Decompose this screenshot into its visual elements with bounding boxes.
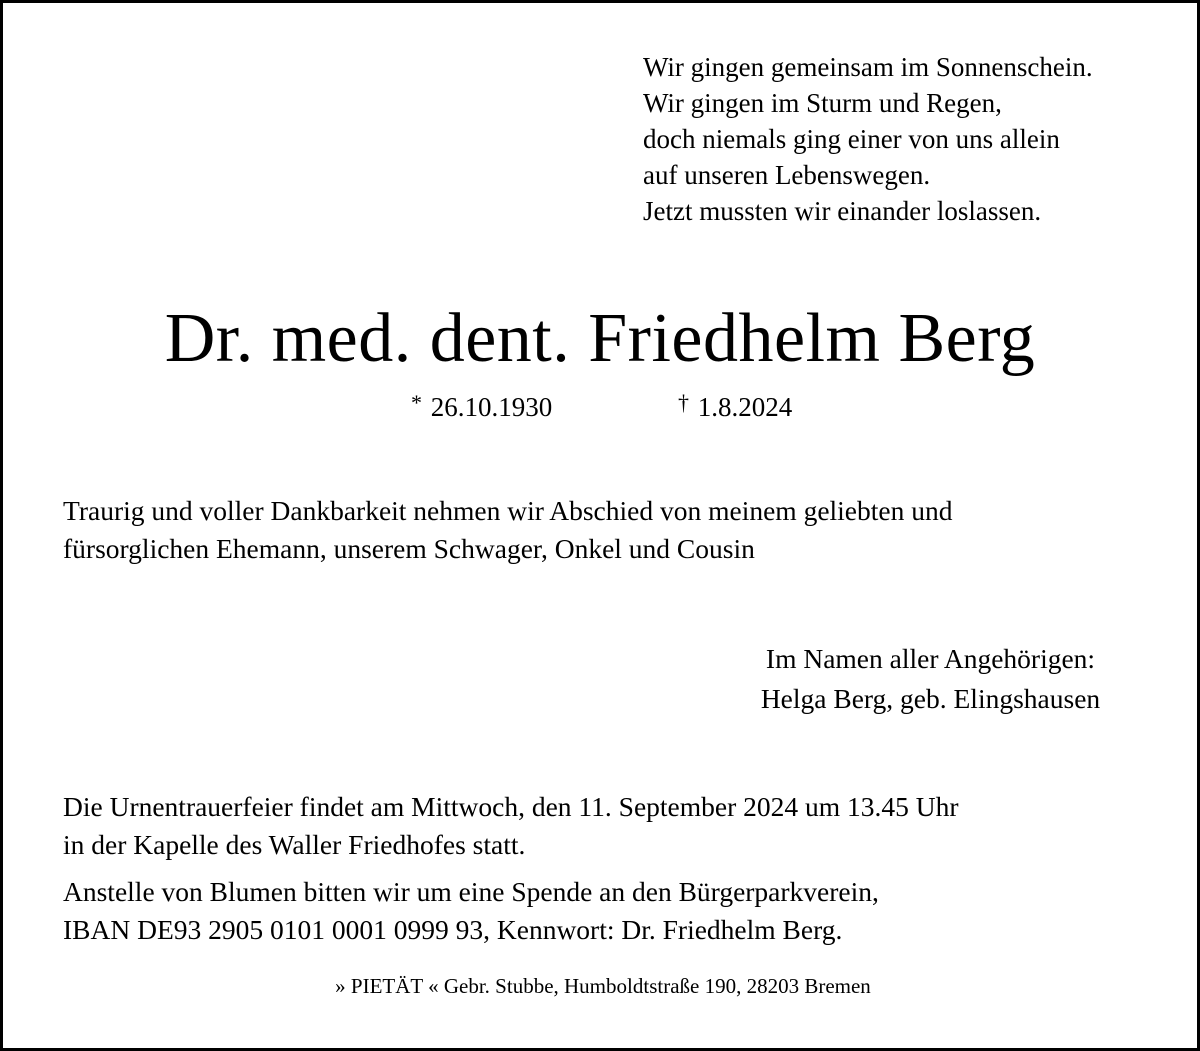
deceased-name: Dr. med. dent. Friedhelm Berg <box>164 300 1036 377</box>
death-date-line <box>678 383 792 427</box>
poem-line: Wir gingen gemeinsam im Sonnenschein. <box>643 52 1093 82</box>
death-symbol: † <box>678 390 689 415</box>
ceremony-line: in der Kapelle des Waller Friedhofes statt. <box>63 829 526 860</box>
death-date: 1.8.2024 <box>697 392 793 422</box>
birth-symbol: * <box>411 390 422 415</box>
announcement-text <box>63 492 1163 568</box>
donation-text <box>63 873 1163 949</box>
poem-line: auf unseren Lebenswegen. <box>643 160 931 190</box>
ceremony-line: Die Urnentrauerfeier findet am Mittwoch, den 11. September 2024 um 13.45 Uhr <box>63 791 959 822</box>
poem-line: doch niemals ging einer von uns allein <box>643 124 1060 154</box>
announcement-line: fürsorglichen Ehemann, unserem Schwager, Onkel und Cousin <box>63 533 755 564</box>
signer-name: Helga Berg, geb. Elingshausen <box>760 683 1101 714</box>
poem-line: Jetzt mussten wir einander loslassen. <box>643 196 1042 226</box>
funeral-home-footer: » PIETÄT « Gebr. Stubbe, Humboldtstraße 190, 28203 Bremen <box>335 974 871 998</box>
birth-date-line <box>411 383 552 427</box>
donation-line: Anstelle von Blumen bitten wir um eine Spende an den Bürgerparkverein, <box>63 876 879 907</box>
poem <box>643 49 1183 229</box>
poem-line: Wir gingen im Sturm und Regen, <box>643 88 1002 118</box>
birth-date: 26.10.1930 <box>430 392 553 422</box>
ceremony-text <box>63 788 1163 864</box>
signers <box>703 639 1158 719</box>
announcement-line: Traurig und voller Dankbarkeit nehmen wir Abschied von meinem geliebten und <box>63 495 953 526</box>
donation-line: IBAN DE93 2905 0101 0001 0999 93, Kennwort: Dr. Friedhelm Berg. <box>63 914 843 945</box>
signers-intro: Im Namen aller Angehörigen: <box>765 643 1096 674</box>
